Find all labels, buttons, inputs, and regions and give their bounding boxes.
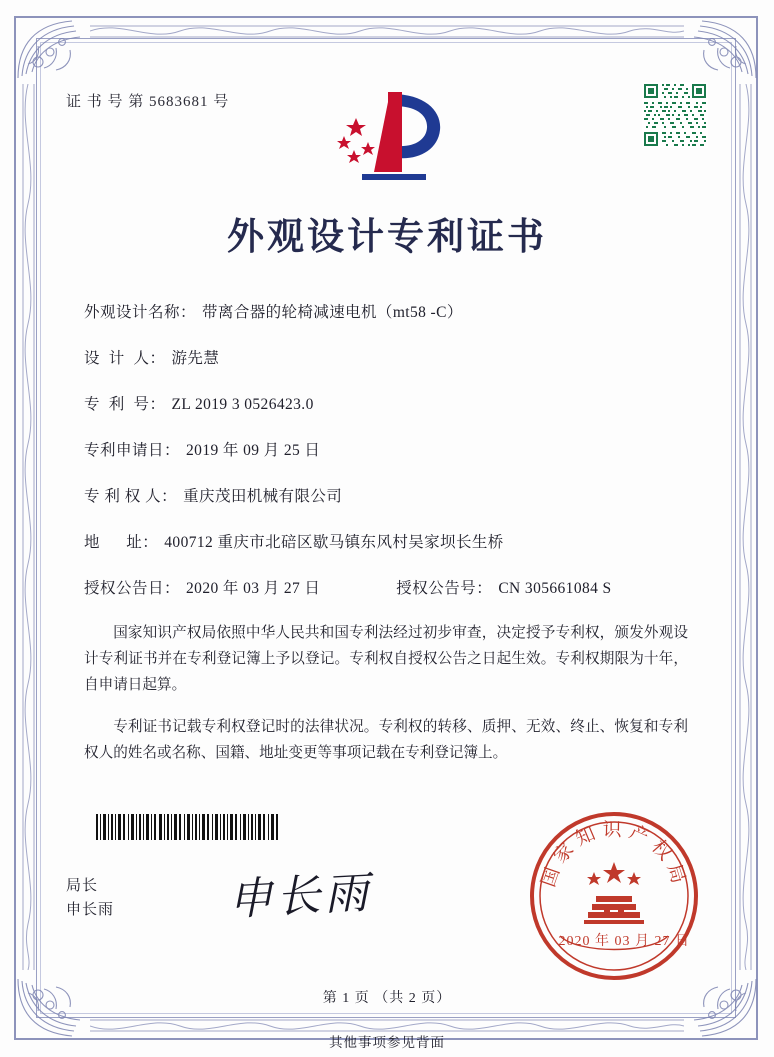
seal-date: 2020 年 03 月 27 日 — [558, 934, 690, 949]
footer-note: 其他事项参见背面 — [329, 1035, 445, 1050]
page-number: 第 1 页 （共 2 页） — [322, 991, 452, 1006]
field-label: 专 利 权 人： — [84, 488, 178, 505]
director-role-label: 局长 — [66, 878, 99, 894]
field-value: 2019 年 09 月 25 日 — [186, 442, 321, 459]
field-list — [84, 300, 694, 622]
field-label: 专 利 号： — [84, 396, 166, 413]
field-label: 地 址： — [84, 534, 159, 551]
svg-text:国家知识产权局: 国家知识产权局 — [537, 818, 692, 892]
field-row-patent-number — [84, 392, 694, 438]
field-row-designer — [84, 346, 694, 392]
grant-number-value: CN 305661084 S — [498, 580, 612, 597]
grant-number-group — [396, 576, 611, 598]
field-row-application-date — [84, 438, 694, 484]
certificate-number: 证 书 号 第 5683681 号 — [66, 94, 230, 110]
grant-date-label: 授权公告日： — [84, 580, 181, 597]
handwritten-signature: 申长雨 — [226, 867, 374, 926]
signature-block — [66, 874, 114, 922]
director-name-label: 申长雨 — [66, 902, 115, 918]
field-label: 外观设计名称： — [84, 304, 197, 321]
paragraph-2: 专利证书记载专利权登记时的法律状况。专利权的转移、质押、无效、终止、恢复和专利权人的姓名或名称、国籍、地址变更等事项记载在专利登记簿上。 — [84, 719, 688, 761]
paragraph-1: 国家知识产权局依照中华人民共和国专利法经过初步审查，决定授予专利权，颁发外观设计专利证书并在专利登记簿上予以登记。专利权自授权公告之日起生效。专利权期限为十年，自申请日起算。 — [84, 625, 688, 693]
field-row-grant — [84, 576, 694, 622]
field-value: 400712 重庆市北碚区歇马镇东风村吴家坝长生桥 — [164, 534, 504, 551]
grant-number-label: 授权公告号： — [396, 580, 493, 597]
page-title: 外观设计专利证书 — [227, 214, 547, 258]
corner-ornament-icon — [16, 18, 90, 80]
field-value: ZL 2019 3 0526423.0 — [171, 396, 314, 413]
field-label: 专利申请日： — [84, 442, 181, 459]
edge-ornament-icon — [90, 20, 684, 42]
field-value: 重庆茂田机械有限公司 — [183, 488, 343, 505]
field-row-address — [84, 530, 694, 576]
legal-text — [84, 620, 688, 782]
red-official-seal-icon — [526, 808, 702, 984]
cnipa-logo-icon — [322, 88, 452, 188]
qr-code-icon — [642, 82, 708, 148]
corner-ornament-icon — [684, 18, 758, 80]
field-row-design-name — [84, 300, 694, 346]
field-value: 游先慧 — [171, 350, 220, 367]
field-row-patentee — [84, 484, 694, 530]
barcode-icon — [96, 814, 278, 840]
field-value: 带离合器的轮椅减速电机（mt58 -C） — [202, 304, 463, 321]
field-label: 设 计 人： — [84, 350, 166, 367]
grant-date-value: 2020 年 03 月 27 日 — [186, 580, 321, 597]
